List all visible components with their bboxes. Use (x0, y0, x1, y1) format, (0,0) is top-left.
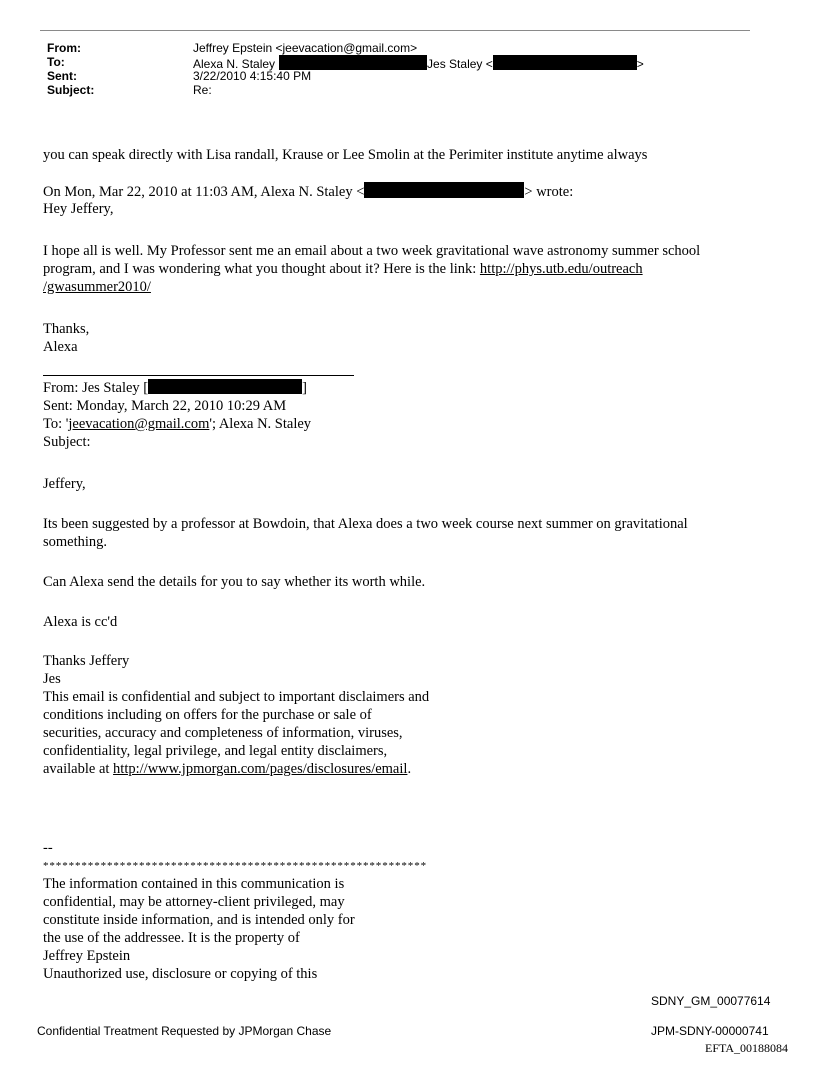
quote2-to (43, 415, 311, 433)
sig-line2: confidential, may be attorney-client privileged, may (43, 894, 345, 910)
quote2-from (43, 379, 307, 397)
sig-line3: constitute inside information, and is intended only for (43, 912, 355, 928)
sig-stars: ************************************************************ (43, 860, 427, 872)
disclaimer-line5-prefix: available at (43, 761, 114, 777)
redaction-block (364, 182, 524, 198)
quote2-para1-line1: Its been suggested by a professor at Bowdoin, that Alexa does a two week course next summer on gravitational (43, 516, 688, 532)
to-label: To: (47, 55, 65, 69)
quote2-from-text: From: Jes Staley [ (43, 380, 149, 396)
redaction-block (279, 55, 427, 70)
reply-text: you can speak directly with Lisa randall, Krause or Lee Smolin at the Perimiter institute anytime always (43, 147, 648, 163)
disclaimer-line2: conditions including on offers for the purchase or sale of (43, 707, 372, 723)
redaction-block (493, 55, 637, 70)
quote1-para-line3 (43, 278, 151, 296)
to-recipient-1: Alexa N. Staley (193, 57, 276, 71)
subject-label: Subject: (47, 83, 95, 97)
quote-intro-text: On Mon, Mar 22, 2010 at 11:03 AM, Alexa N. Staley < (43, 184, 365, 200)
sig-line1: The information contained in this communication is (43, 876, 345, 892)
disclaimer-line5-suffix: . (407, 761, 412, 777)
quote2-greeting: Jeffery, (43, 476, 86, 492)
quote2-to-prefix: To: ' (43, 416, 69, 432)
sent-label: Sent: (47, 69, 77, 83)
header-top-rule (40, 30, 750, 31)
disclaimer-line3: securities, accuracy and completeness of information, viruses, (43, 725, 403, 741)
quote2-para1-line2: something. (43, 534, 108, 550)
quote2-to-suffix: '; Alexa N. Staley (209, 416, 312, 432)
efta-number: EFTA_00188084 (705, 1041, 789, 1055)
sig-dashes: -- (43, 840, 53, 856)
quote2-thanks: Thanks Jeffery (43, 653, 130, 669)
quote1-para-text: program, and I was wondering what you thought about it? Here is the link: (43, 261, 480, 277)
to-recipient-2-close: > (636, 57, 644, 71)
quote2-signature: Jes (43, 671, 61, 687)
summer-school-link-cont[interactable]: /gwasummer2010/ (43, 279, 151, 295)
sent-value: 3/22/2010 4:15:40 PM (193, 69, 312, 83)
quote1-signature: Alexa (43, 339, 78, 355)
email-link[interactable]: jeevacation@gmail.com (68, 416, 210, 432)
from-label: From: (47, 41, 81, 55)
bates-number-sdny: SDNY_GM_00077614 (651, 994, 771, 1008)
disclaimer-line5 (43, 760, 411, 778)
quote2-sent: Sent: Monday, March 22, 2010 10:29 AM (43, 398, 287, 414)
quote2-subject: Subject: (43, 434, 91, 450)
quote-separator (43, 375, 354, 376)
redaction-block (148, 379, 302, 394)
disclaimer-line1: This email is confidential and subject to important disclaimers and (43, 689, 430, 705)
quote1-greeting: Hey Jeffery, (43, 201, 114, 217)
from-value: Jeffrey Epstein <jeevacation@gmail.com> (193, 41, 418, 55)
sig-line4: the use of the addressee. It is the property of (43, 930, 300, 946)
quote1-thanks: Thanks, (43, 321, 90, 337)
quote1-para-line2 (43, 260, 643, 278)
confidential-notice: Confidential Treatment Requested by JPMorgan Chase (37, 1024, 332, 1038)
quote2-para2: Can Alexa send the details for you to say whether its worth while. (43, 574, 426, 590)
jpmorgan-disclosures-link[interactable]: http://www.jpmorgan.com/pages/disclosures/email (113, 761, 408, 777)
sig-line6: Unauthorized use, disclosure or copying of this (43, 966, 318, 982)
bates-number-jpm: JPM-SDNY-00000741 (651, 1024, 769, 1038)
to-recipient-2: Jes Staley < (427, 57, 493, 71)
quote1-para-line1: I hope all is well. My Professor sent me an email about a two week gravitational wave astronomy summer school (43, 243, 701, 259)
quote2-para3: Alexa is cc'd (43, 614, 118, 630)
quote2-from-close: ] (302, 380, 307, 396)
quote-intro (43, 182, 573, 201)
sig-line5: Jeffrey Epstein (43, 948, 131, 964)
subject-value: Re: (193, 83, 212, 97)
disclaimer-line4: confidentiality, legal privilege, and legal entity disclaimers, (43, 743, 388, 759)
quote-intro-wrote: > wrote: (524, 184, 574, 200)
summer-school-link[interactable]: http://phys.utb.edu/outreach (479, 261, 643, 277)
